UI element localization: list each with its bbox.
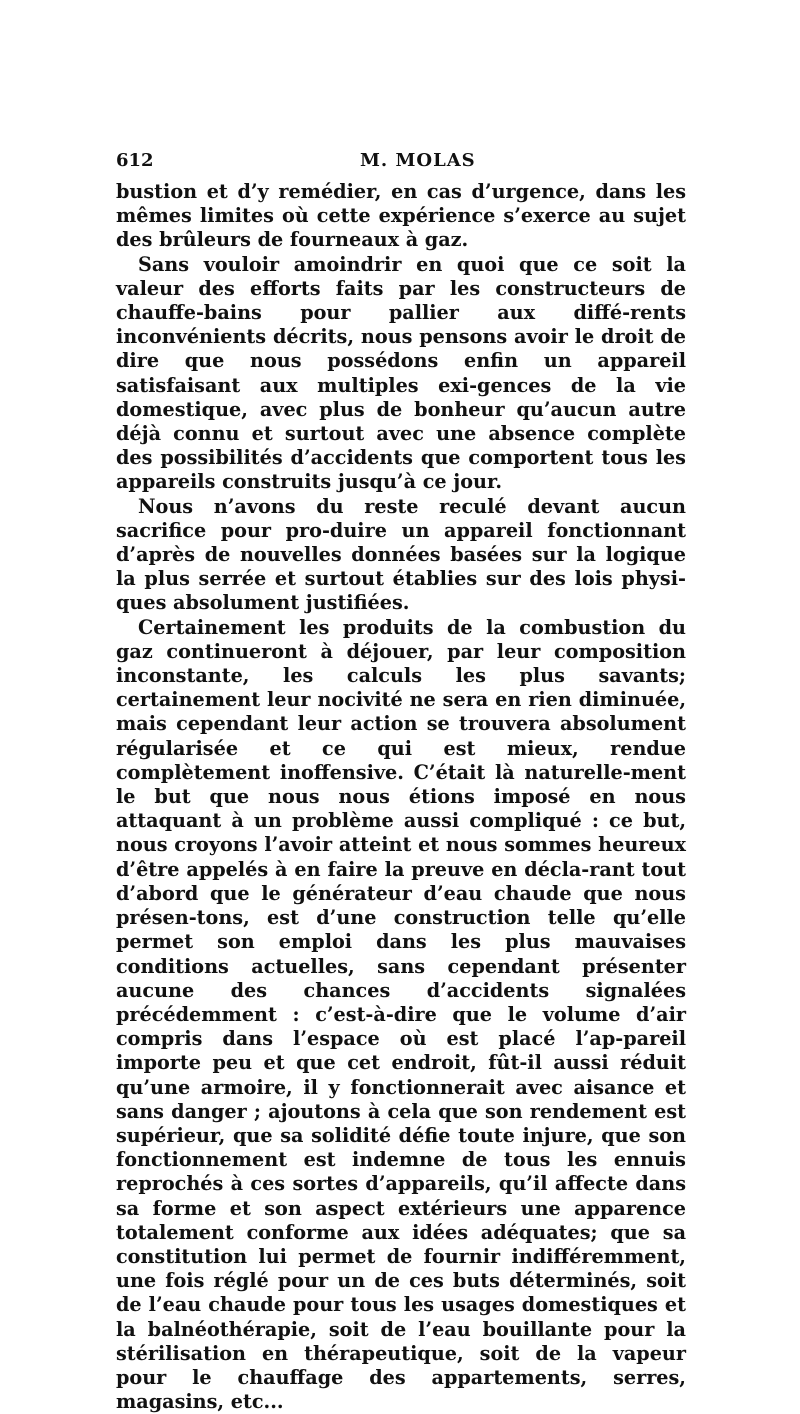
running-head: M. MOLAS: [360, 150, 476, 171]
paragraph-continuation: bustion et d’y remédier, en cas d’urgence, dans les mêmes limites où cette expérience s’exerce au sujet des brûleurs de fourneaux à gaz.: [116, 180, 686, 252]
paragraph: Certainement les produits de la combustion du gaz continueront à déjouer, par leur composition inconstante, les calculs les plus savants; certainement leur nocivité ne sera en rien diminuée, mais cependant leur action se trouvera absolument régularisée et ce qui est mieux, rendue complètement inoffensive. C’était là naturelle-ment le but que nous nous étions imposé en nous attaquant à un problème aussi compliqué : ce but, nous croyons l’avoir atteint et nous sommes heureux d’être appelés à en faire la preuve en décla-rant tout d’abord que le générateur d’eau chaude que nous présen-tons, est d’une construction telle qu’elle permet son emploi dans les plus mauvaises conditions actuelles, sans cependant présenter aucune des chances d’accidents signalées précédemment : c’est-à-dire que le volume d’air compris dans l’espace où est placé l’ap-pareil importe peu et que cet endroit, fût-il aussi réduit qu’une armoire, il y fonctionnerait avec aisance et sans danger ; ajoutons à cela que son rendement est supérieur, que sa solidité défie toute injure, que son fonctionnement est indemne de tous les ennuis reprochés à ces sortes d’appareils, qu’il affecte dans sa forme et son aspect extérieurs une apparence totalement conforme aux idées adéquates; que sa constitution lui permet de fournir indifféremment, une fois réglé pour un de ces buts déterminés, soit de l’eau chaude pour tous les usages domestiques et la balnéothérapie, soit de l’eau bouillante pour la stérilisation en thérapeutique, soit de la vapeur pour le chauffage des appartements, serres, magasins, etc...: [116, 615, 686, 1414]
body-text: [116, 180, 686, 1414]
paragraph: Nous n’avons du reste reculé devant aucun sacrifice pour pro-duire un appareil fonctionnant d’après de nouvelles données basées sur la logique la plus serrée et surtout établies sur des lois physi-ques absolument justifiées.: [116, 494, 686, 615]
paragraph: Sans vouloir amoindrir en quoi que ce soit la valeur des efforts faits par les constructeurs de chauffe-bains pour pallier aux diffé-rents inconvénients décrits, nous pensons avoir le droit de dire que nous possédons enfin un appareil satisfaisant aux multiples exi-gences de la vie domestique, avec plus de bonheur qu’aucun autre déjà connu et surtout avec une absence complète des possibilités d’accidents que comportent tous les appareils construits jusqu’à ce jour.: [116, 252, 686, 494]
page-header: [116, 150, 684, 174]
page-number: 612: [116, 150, 154, 171]
